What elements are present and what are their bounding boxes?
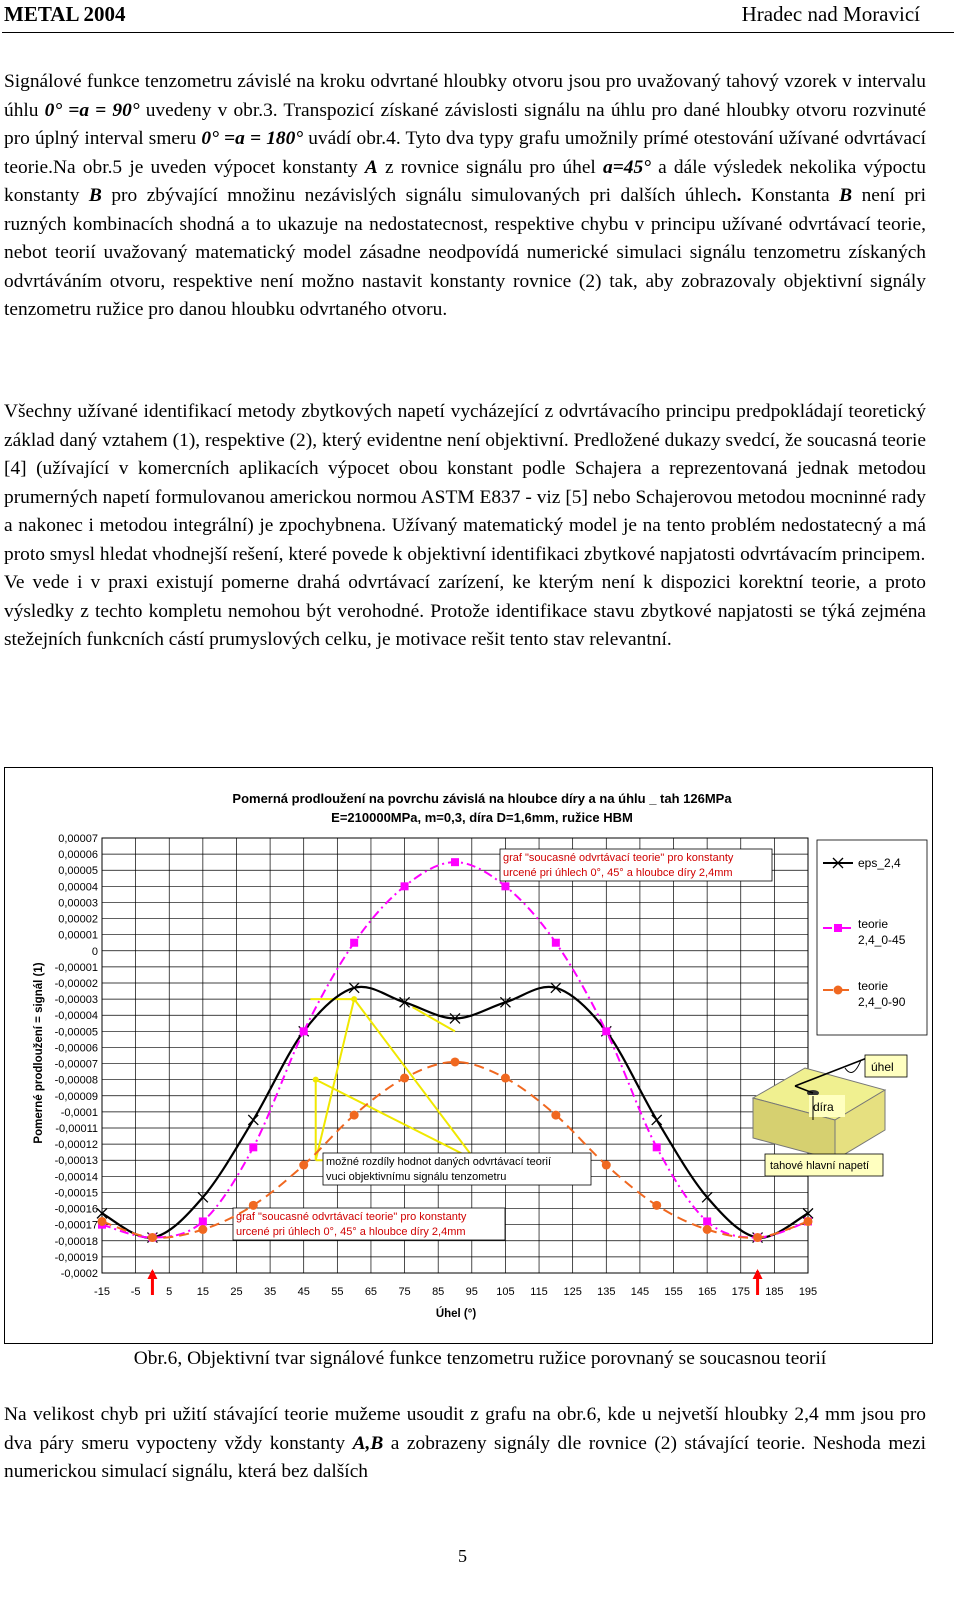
y-tick-label: 0,00001 <box>58 929 98 942</box>
data-point <box>653 1143 661 1151</box>
legend-label: teorie <box>858 917 889 931</box>
y-tick-label: -0,00013 <box>54 1155 98 1168</box>
figure-caption: Obr.6, Objektivní tvar signálové funkce tenzometru ružice porovnaný se soucasnou teorií <box>133 1348 827 1369</box>
x-tick-label: 15 <box>196 1286 209 1298</box>
y-tick-label: -0,0001 <box>60 1106 98 1119</box>
x-tick-label: 115 <box>530 1286 548 1298</box>
conference-name: METAL 2004 <box>4 2 126 26</box>
data-point <box>249 1143 257 1151</box>
y-axis-label: Pomerné prodloužení = signál (1) <box>33 962 45 1144</box>
y-tick-label: -0,0002 <box>60 1268 98 1280</box>
data-point <box>401 882 409 890</box>
data-point <box>652 1201 661 1210</box>
y-tick-label: -0,00015 <box>54 1187 98 1200</box>
x-tick-label: 65 <box>364 1286 378 1298</box>
annotation-text: graf "soucasné odvrtávací teorie" pro konstanty <box>503 852 734 864</box>
annotation-box <box>323 1153 591 1185</box>
y-tick-label: -0,00004 <box>54 1010 98 1023</box>
data-point <box>98 1217 107 1226</box>
legend-label: 2,4_0-90 <box>858 995 906 1009</box>
x-tick-label: 175 <box>731 1286 750 1298</box>
y-tick-label: -0,00016 <box>54 1203 98 1216</box>
data-point <box>501 1074 510 1083</box>
y-tick-label: -0,00006 <box>54 1042 98 1055</box>
page-number: 5 <box>458 1546 467 1566</box>
data-point <box>350 1111 359 1120</box>
y-tick-label: -0,00009 <box>54 1090 98 1103</box>
legend-marker <box>834 986 843 995</box>
y-tick-label: -0,00017 <box>54 1219 98 1232</box>
y-tick-label: -0,00019 <box>54 1251 98 1264</box>
annotation-box <box>233 1208 505 1240</box>
annotation-arrowhead <box>351 996 357 1002</box>
data-point <box>451 858 459 866</box>
annotation-text: vuci objektivnímu signálu tenzometru <box>326 1171 507 1183</box>
y-tick-label: -0,00005 <box>54 1026 98 1039</box>
x-tick-label: 135 <box>597 1286 616 1298</box>
annotation-text: možné rozdíly hodnot daných odvrtávací teorií <box>326 1156 552 1168</box>
x-tick-label: 25 <box>230 1286 243 1298</box>
data-point <box>804 1217 813 1226</box>
x-tick-label: 75 <box>398 1286 411 1298</box>
y-tick-label: -0,00003 <box>54 994 98 1007</box>
x-tick-label: 195 <box>798 1286 818 1298</box>
y-tick-label: 0,00007 <box>58 833 98 845</box>
figure-chart <box>4 767 933 1344</box>
y-tick-label: -0,00014 <box>54 1171 98 1184</box>
paragraph-2: Všechny užívané identifikací metody zbytkových napetí vycházející z odvrtávacího principu predpokládají teoretický základ daný vztahem (1), respektive (2), který evidentne není objektivní. Predložené dukazy svedcí, že soucasná teorie [4] (užívající v komercních aplikacích výpocet obou konstant podle Schajera a reprezentovaná jednak metodou prumerných napetí formulovanou americkou normou ASTM E837 - viz [5] nebo Schajerovou metodou mocninné rady a nakonec i metodou integrální) je zpochybnena. Užívaný matematický model je na tento problém nedostatecný a má proto smysl hledat vhodnejší rešení, které povede k objektivní identifikaci zbytkové napjatosti odvrtávacím principem. Ve vede i v praxi existují pomerne drahá odvrtávací zarízení, ke kterým není k dispozici korektní teorie, a proto výsledky z techto kompletu nemohou být verohodné. Protože identifikace stavu zbytkové napjatosti se týká zejména stežejních funkcních cástí prumyslových celku, je motivace rešit tento stav relevantní. <box>4 401 926 650</box>
data-point <box>198 1225 207 1234</box>
data-point <box>602 1161 611 1170</box>
annotation-arrowhead <box>313 1077 319 1083</box>
x-tick-label: 165 <box>697 1286 717 1298</box>
x-tick-label: 185 <box>765 1286 784 1298</box>
paragraph-1: Signálové funkce tenzometru závislé na kroku odvrtané hloubky otvoru jsou pro uvažovaný tahový vzorek v intervalu úhlu 0° =a = 90° uvedeny v obr.3. Transpozicí získané závislosti signálu na úhlu pro dané hloubky otvoru rozvinuté pro úplný interval smeru 0° =a = 180° uvádí obr.4. Tyto dva typy grafu umožnily prímé otestování užívané odvrtávací teorie.Na obr.5 je uveden výpocet konstanty A z rovnice signálu pro úhel a=45° a dále výsledek nekolika výpoctu konstanty B pro zbývající množinu nezávislých signálu simulovaných pri dalších úhlech. Konstanta B není pri ruzných kombinacích shodná a to ukazuje na nedostatecnost, respektive chybu v principu užívané odvrtávací teorie, nebot teorií uvažovaný matematický model zásadne neodpovídá numerické simulaci signálu tenzometru získaných odvrtáváním otvoru, respektive není možno nastavit konstanty rovnice (2) tak, aby zobrazovaly objektivní signály tenzometru ružice pro danou hloubku odvrtaného otvoru. <box>4 71 927 320</box>
y-tick-label: 0,00005 <box>58 865 98 878</box>
data-point <box>199 1217 207 1225</box>
paragraph-3: Na velikost chyb pri užití stávající teorie mužeme usoudit z grafu na obr.6, kde u nejvetší hloubky 2,4 mm jsou pro dva páry smeru vypocteny vždy konstanty A,B a zobrazeny signály dle rovnice (2) stávající teorie. Neshoda mezi numerickou simulací signálu, která bez dalších <box>4 1404 926 1482</box>
x-tick-label: 95 <box>465 1286 478 1298</box>
y-tick-label: 0 <box>91 945 98 958</box>
page-header <box>0 0 960 34</box>
legend-marker <box>834 924 842 932</box>
chart-svg <box>5 768 932 1343</box>
conference-location: Hradec nad Moravicí <box>741 2 920 26</box>
x-axis-label: Úhel (°) <box>435 1308 477 1320</box>
y-tick-label: 0,00003 <box>58 897 98 910</box>
x-tick-label: -5 <box>130 1286 141 1298</box>
x-tick-label: 125 <box>563 1286 582 1298</box>
legend-label: teorie <box>858 979 889 993</box>
annotation-box <box>500 849 772 881</box>
legend-label: 2,4_0-45 <box>858 933 906 947</box>
y-tick-label: -0,00002 <box>54 978 98 990</box>
y-tick-labels <box>55 833 98 1280</box>
legend-label: eps_2,4 <box>858 856 901 870</box>
data-point <box>703 1225 712 1234</box>
x-tick-label: 45 <box>297 1286 310 1298</box>
y-tick-label: -0,00008 <box>54 1074 98 1087</box>
legend <box>817 840 927 1035</box>
hole-label: díra <box>813 1100 834 1114</box>
x-tick-label: 155 <box>664 1286 683 1298</box>
y-tick-label: 0,00006 <box>58 849 98 862</box>
data-point <box>300 1027 308 1035</box>
annotation-text: graf "soucasné odvrtávací teorie" pro konstanty <box>236 1211 467 1223</box>
y-tick-label: -0,00012 <box>54 1139 98 1152</box>
chart-title: Pomerná prodloužení na povrchu závislá na hloubce díry a na úhlu _ tah 126MPa <box>232 791 732 806</box>
data-point <box>602 1027 610 1035</box>
stress-label: tahové hlavní napetí <box>770 1160 870 1172</box>
x-tick-labels <box>94 1286 817 1298</box>
x-tick-label: -15 <box>94 1286 110 1298</box>
x-tick-label: 145 <box>630 1286 650 1298</box>
header-rule <box>2 32 954 33</box>
annotation-text: urcené pri úhlech 0°, 45° a hloubce díry 2,4mm <box>503 867 733 879</box>
y-tick-label: 0,00004 <box>58 881 98 894</box>
chart-subtitle: E=210000MPa, m=0,3, díra D=1,6mm, ružice HBM <box>331 810 633 825</box>
data-point <box>501 882 509 890</box>
y-tick-label: 0,00002 <box>58 913 98 926</box>
data-point <box>552 939 560 947</box>
data-point <box>299 1161 308 1170</box>
y-tick-label: -0,00011 <box>55 1123 98 1135</box>
x-tick-label: 55 <box>331 1286 344 1298</box>
y-tick-label: -0,00001 <box>54 961 98 974</box>
angle-label: úhel <box>871 1060 894 1074</box>
data-point <box>148 1233 157 1242</box>
data-point <box>400 1074 409 1083</box>
x-tick-label: 35 <box>263 1286 277 1298</box>
data-point <box>249 1201 258 1210</box>
data-point <box>551 1111 560 1120</box>
y-tick-label: -0,00018 <box>54 1235 98 1248</box>
data-point <box>451 1057 460 1066</box>
data-point <box>753 1233 762 1242</box>
x-tick-label: 85 <box>432 1286 445 1298</box>
data-point <box>703 1217 711 1225</box>
annotation-text: urcené pri úhlech 0°, 45° a hloubce díry 2,4mm <box>236 1226 466 1238</box>
x-tick-label: 105 <box>496 1286 515 1298</box>
y-tick-label: -0,00007 <box>54 1058 98 1071</box>
x-tick-label: 5 <box>166 1286 173 1298</box>
data-point <box>350 939 358 947</box>
